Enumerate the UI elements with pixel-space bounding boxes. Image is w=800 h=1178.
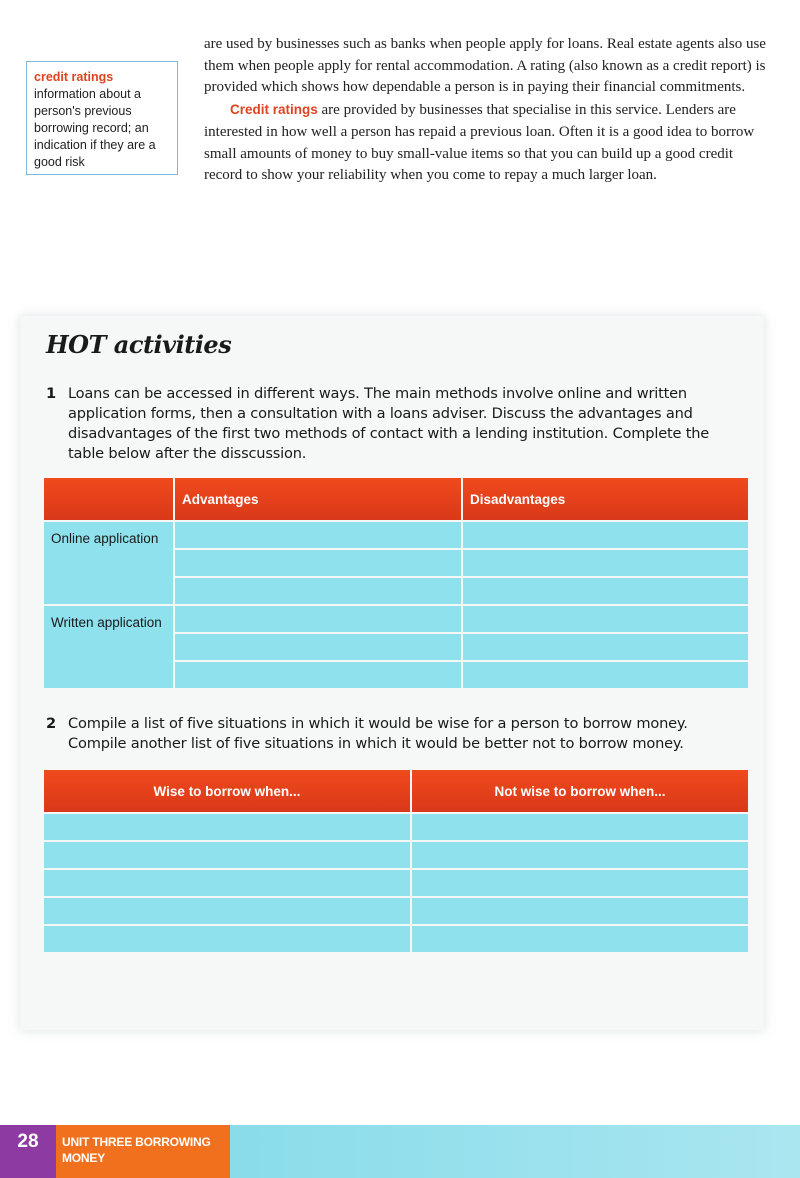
table1-cell[interactable] (175, 634, 461, 660)
body-text (204, 34, 766, 187)
activity-1-text: Loans can be accessed in different ways. The main methods involve online and written application forms, then a consultation with a loans adviser. Discuss the advantages and disadvantages of the first two methods of contact with a lending institution. Complete the table below after the disscussion. (68, 385, 710, 462)
table1-cell[interactable] (463, 578, 748, 604)
table2-cell[interactable] (412, 814, 748, 840)
table1-header-disadvantages: Disadvantages (463, 478, 748, 520)
table1-cell[interactable] (175, 578, 461, 604)
table1-cell[interactable] (463, 550, 748, 576)
table2-cell[interactable] (44, 870, 410, 896)
activity-2-number: 2 (46, 715, 57, 732)
table1-cell[interactable] (463, 662, 748, 688)
body-paragraph-2 (204, 99, 766, 187)
table1-header-advantages: Advantages (175, 478, 461, 520)
table1-cell[interactable] (175, 606, 461, 632)
table1-cell[interactable] (463, 634, 748, 660)
table2-cell[interactable] (44, 898, 410, 924)
table1-cell[interactable] (175, 522, 461, 548)
glossary-term: credit ratings (34, 70, 114, 84)
hot-activities-title: HOT activities (46, 330, 232, 359)
credit-ratings-highlight: Credit ratings (230, 102, 318, 118)
glossary-box (26, 61, 178, 175)
table2-cell[interactable] (412, 898, 748, 924)
borrow-table (44, 770, 748, 952)
table1-cell[interactable] (175, 550, 461, 576)
table2-cell[interactable] (412, 842, 748, 868)
glossary-definition: information about a person's previous borrowing record; an indication if they are a good risk (34, 87, 156, 169)
table2-cell[interactable] (412, 870, 748, 896)
table2-cell[interactable] (44, 814, 410, 840)
table1-cell[interactable] (463, 606, 748, 632)
table1-row-label-online: Online application (44, 522, 173, 604)
table2-cell[interactable] (44, 926, 410, 952)
table1-corner-header (44, 478, 173, 520)
table1-cell[interactable] (175, 662, 461, 688)
table2-cell[interactable] (412, 926, 748, 952)
unit-label: UNIT THREE BORROWING MONEY (56, 1125, 230, 1178)
page-number: 28 (0, 1125, 56, 1178)
table1-cell[interactable] (463, 522, 748, 548)
activity-1-number: 1 (46, 385, 57, 402)
table2-header-not-wise: Not wise to borrow when... (412, 770, 748, 812)
advantages-table (44, 478, 748, 688)
table2-header-wise: Wise to borrow when... (44, 770, 410, 812)
body-paragraph-1: are used by businesses such as banks when people apply for loans. Real estate agents also use them when people apply for rental accommodation. A rating (also known as a credit report) is provided which shows how dependable a person is in paying their financial commitments. (204, 36, 766, 96)
activity-2-text: Compile a list of five situations in which it would be wise for a person to borrow money. Compile another list of five situations in which it would be better not to borrow money. (68, 715, 688, 752)
activity-1 (46, 384, 746, 464)
activity-2 (46, 714, 746, 754)
table2-cell[interactable] (44, 842, 410, 868)
table1-row-label-written: Written application (44, 606, 173, 688)
body-paragraph-2-text: are provided by businesses that specialise in this service. Lenders are interested in how well a person has repaid a previous loan. Often it is a good idea to borrow small amounts of money to buy small-value items so that you can build up a good credit record to show your reliability when you come to repay a much larger loan. (204, 102, 755, 184)
